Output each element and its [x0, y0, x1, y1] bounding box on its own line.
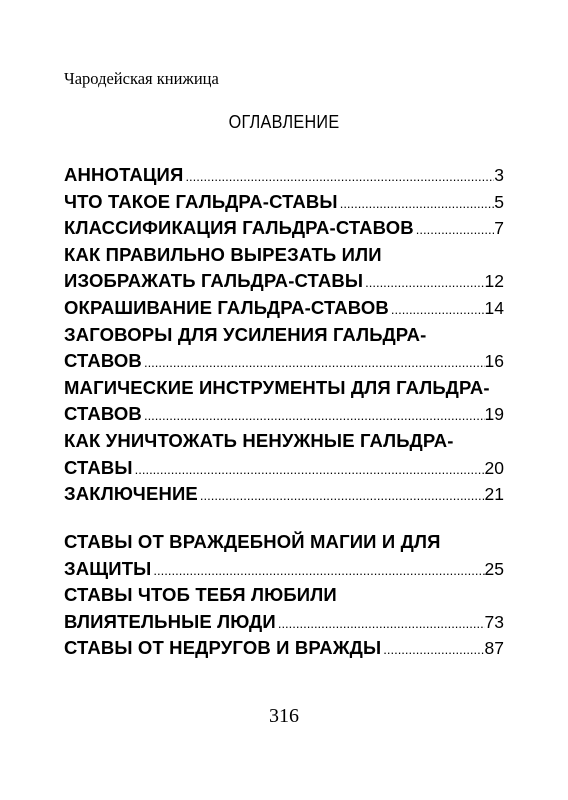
toc-entry-row [64, 162, 504, 189]
toc-entry-title: СТАВЫ ОТ НЕДРУГОВ И ВРАЖДЫ [64, 637, 382, 659]
toc-entry-title: ЗАЩИТЫ [64, 557, 152, 579]
toc-title: ОГЛАВЛЕНИЕ [228, 112, 340, 132]
toc-entry-page: 7 [494, 218, 504, 239]
toc-entry-title: СТАВОВ [64, 350, 142, 372]
toc-entry-page: 21 [484, 484, 504, 505]
toc-entry-page: 5 [494, 191, 504, 212]
toc-list [64, 162, 504, 508]
dot-leader [142, 350, 485, 377]
toc-entry[interactable] [64, 481, 504, 508]
toc-entry-page: 3 [494, 165, 504, 185]
toc-entry-page: 14 [484, 297, 504, 318]
toc-entry-row [64, 635, 504, 662]
toc-entry-title-line: КАК ПРАВИЛЬНО ВЫРЕЗАТЬ ИЛИ [64, 243, 382, 265]
running-header: Чародейская книжица [64, 69, 219, 88]
toc-entry[interactable] [64, 428, 504, 481]
toc-entry[interactable] [64, 242, 504, 295]
toc-entry[interactable] [64, 295, 504, 322]
toc-entry-page: 25 [484, 558, 504, 579]
dot-leader [198, 483, 485, 510]
toc-entry-row [64, 268, 504, 295]
toc-entry[interactable] [64, 162, 504, 189]
toc-entry[interactable] [64, 322, 504, 375]
toc-entry-row [64, 455, 504, 482]
toc-entry-title-line: КАК УНИЧТОЖАТЬ НЕНУЖНЫЕ ГАЛЬДРА- [64, 429, 454, 451]
page-number: 316 [269, 705, 299, 727]
dot-leader [133, 457, 485, 484]
toc-entry-row [64, 609, 504, 636]
toc-entry-row [64, 556, 504, 583]
dot-leader [389, 297, 485, 324]
toc-list-appendix [64, 529, 504, 662]
toc-entry-row [64, 295, 504, 322]
toc-entry[interactable] [64, 189, 504, 216]
toc-entry[interactable] [64, 215, 504, 242]
toc-entry-title-line: СТАВЫ ЧТОБ ТЕБЯ ЛЮБИЛИ [64, 584, 337, 606]
toc-entry-title-line: ЗАГОВОРЫ ДЛЯ УСИЛЕНИЯ ГАЛЬДРА- [64, 323, 427, 345]
toc-entry-row [64, 348, 504, 375]
toc-entry-row [64, 481, 504, 508]
toc-entry[interactable] [64, 375, 504, 428]
toc-entry-page: 73 [484, 611, 504, 632]
toc-entry-row [64, 189, 504, 216]
dot-leader [142, 403, 485, 430]
toc-entry-page: 19 [484, 404, 504, 425]
toc-entry-title-line: МАГИЧЕСКИЕ ИНСТРУМЕНТЫ ДЛЯ ГАЛЬДРА- [64, 376, 490, 398]
toc-entry-row [64, 215, 504, 242]
toc-entry-title: ЗАКЛЮЧЕНИЕ [64, 483, 198, 505]
toc-entry-page: 87 [484, 638, 504, 659]
toc-entry-title-line: СТАВЫ ОТ ВРАЖДЕБНОЙ МАГИИ И ДЛЯ [64, 531, 441, 552]
toc-entry-title: ОКРАШИВАНИЕ ГАЛЬДРА-СТАВОВ [64, 296, 389, 318]
toc-entry-title: СТАВОВ [64, 403, 142, 425]
dot-leader [414, 217, 494, 244]
dot-leader [151, 558, 484, 585]
toc-entry-title: ВЛИЯТЕЛЬНЫЕ ЛЮДИ [64, 610, 276, 632]
toc-entry[interactable] [64, 529, 504, 582]
dot-leader [276, 611, 485, 638]
dot-leader [381, 637, 484, 664]
dot-leader [363, 270, 484, 297]
toc-entry-title: КЛАССИФИКАЦИЯ ГАЛЬДРА-СТАВОВ [64, 217, 414, 239]
toc-entry-title: ЧТО ТАКОЕ ГАЛЬДРА-СТАВЫ [64, 190, 338, 212]
toc-entry-page: 12 [484, 271, 504, 292]
dot-leader [183, 164, 494, 191]
toc-entry-title: АННОТАЦИЯ [64, 164, 184, 185]
toc-entry[interactable] [64, 582, 504, 635]
toc-entry-page: 20 [484, 457, 504, 478]
toc-entry[interactable] [64, 635, 504, 662]
toc-entry-title: СТАВЫ [64, 456, 133, 478]
dot-leader [338, 191, 495, 218]
toc-entry-row [64, 401, 504, 428]
toc-entry-page: 16 [484, 351, 504, 372]
toc-entry-title: ИЗОБРАЖАТЬ ГАЛЬДРА-СТАВЫ [64, 270, 364, 292]
